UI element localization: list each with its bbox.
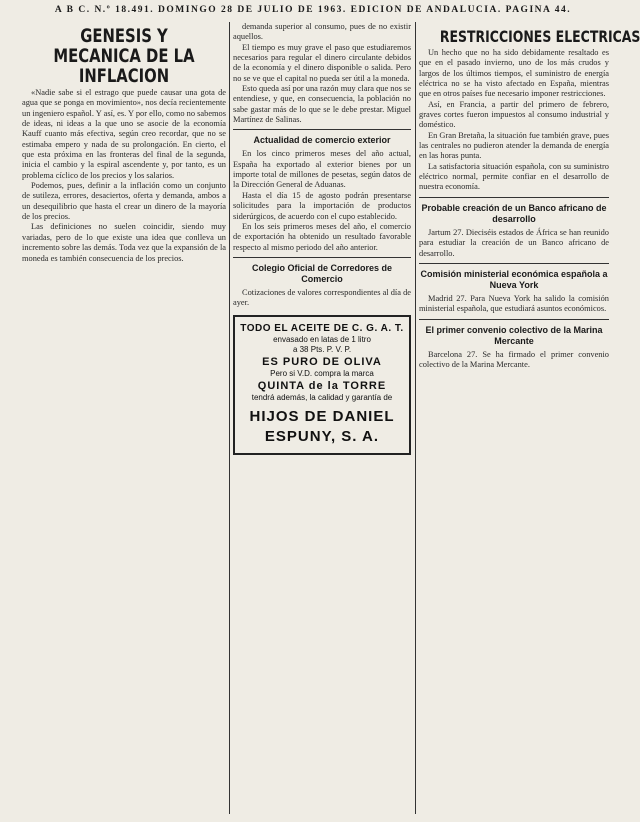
article-paragraph: Las definiciones no suelen coincidir, siendo muy variadas, pero de lo que existe una idea que conlleva un incremento sobre las demás. Toda vez que la expansión de la moneda es también consecuencia de los precios. [22, 222, 226, 263]
article-paragraph: Barcelona 27. Se ha firmado el primer convenio colectivo de la Marina Mercante. [419, 349, 609, 369]
section-divider [419, 263, 609, 264]
article-paragraph: En Gran Bretaña, la situación fue también grave, pues las centrales no pudieron atender la demanda de energía en las horas punta. [419, 130, 609, 161]
column-divider [415, 22, 416, 814]
article-paragraph: En los seis primeros meses del año, el comercio de exportación ha obtenido un resultado favorable respecto al mismo periodo del año anterior. [233, 221, 411, 252]
right-headline: RESTRICCIONES ELECTRICAS [439, 27, 640, 46]
article-paragraph: El tiempo es muy grave el paso que estudiaremos necesarios para regular el dinero circulante debidos de la economía y el dinero disponible o salida. Pero no se ve que el capital no pueda ser útil a la moneda. [233, 42, 411, 83]
ad-brand: HIJOS DE DANIEL ESPUNY, S. A. [249, 407, 395, 445]
article-paragraph: Podemos, pues, definir a la inflación como un conjunto de sutileza, errores, desaciertos, oferta y demanda, ambos a un desequilibrio que hasta el crear un dinero de la mayoría de los precios. [22, 181, 226, 222]
ad-line: ES PURO DE OLIVA [262, 355, 382, 368]
section-title-convenio: El primer convenio colectivo de la Marina Mercante [425, 324, 603, 346]
section-title-comercio: Actualidad de comercio exterior [253, 135, 391, 146]
page-header: A B C. N.º 18.491. DOMINGO 28 DE JULIO DE 1963. EDICION DE ANDALUCIA. PAGINA 44. [54, 5, 572, 15]
article-paragraph: Esto queda así por una razón muy clara que nos se entendiese, y que, en consecuencia, la población no sabe gastar más de lo que se le debe prestar. Miguel Martínez de Salinas. [233, 84, 411, 125]
section-title-comision: Comisión ministerial económica española a Nueva York [420, 268, 608, 290]
ad-line: envasado en latas de 1 litro [273, 334, 371, 344]
article-paragraph: En los cinco primeros meses del año actual, España ha exportado al exterior bienes por un importe total de millones de pesetas, según datos de la Dirección General de Aduanas. [233, 149, 411, 190]
column-middle [233, 22, 411, 814]
article-paragraph: La satisfactoria situación española, con su suministro eléctrico normal, permite confiar en el desarrollo de nuestra economía. [419, 161, 609, 192]
column-right [419, 22, 640, 814]
section-divider [233, 129, 411, 130]
ad-line: QUINTA de la TORRE [257, 379, 387, 392]
column-divider [229, 22, 230, 814]
main-headline: GENESIS Y MECANICA DE LA INFLACION [53, 25, 195, 87]
section-divider [419, 197, 609, 198]
ad-line: Pero si V.D. compra la marca [270, 368, 374, 378]
section-title-colegio: Colegio Oficial de Corredores de Comercio [251, 262, 393, 284]
article-paragraph: Así, en Francia, a partir del primero de febrero, graves cortes fueron impuestos al consumo industrial y doméstico. [419, 99, 609, 130]
article-paragraph: Jartum 27. Dieciséis estados de África se han reunido para estudiar la creación de un Banco africano de desarrollo. [419, 227, 609, 258]
ad-line: TODO EL ACEITE DE C. G. A. T. [240, 322, 404, 334]
article-paragraph: demanda superior al consumo, pues de no existir aquellos. [233, 22, 411, 42]
ad-line: tendrá además, la calidad y garantía de [251, 392, 393, 402]
article-paragraph: Hasta el día 15 de agosto podrán presentarse solicitudes para la importación de productos siderúrgicos, de acuerdo con el cupo establecido. [233, 190, 411, 221]
article-paragraph: Un hecho que no ha sido debidamente resaltado es que en el pasado invierno, uno de los más crudos y largos de los últimos tiempos, el suministro de energía eléctrica no se ha visto afectado en España, mientras que en otros países fue necesario imponer restricciones. [419, 48, 609, 99]
section-title-banco: Probable creación de un Banco africano de desarrollo [421, 202, 607, 224]
article-paragraph: «Nadie sabe si el estrago que puede causar una gota de agua que se ponga en movimiento», nos decía recientemente un ingeniero español. Y así, es. Y por ello, como no sabemos de ideas, ni ideas a la que uno se asocie de la economía Kauff cuanto más efectiva, según creo recordar, que no se estimaba empero y nada de su prolongación. En cierto, el que esta próxima en las fronteras del final de la segunda, inicia el cambio y la espiral ascendente y, por tanto, es un problema cíclico de los precios y los salarios. [22, 88, 226, 180]
advertisement-box [233, 315, 411, 455]
column-left [22, 22, 226, 814]
article-paragraph: Madrid 27. Para Nueva York ha salido la comisión ministerial española, que estudiará asuntos económicos. [419, 293, 609, 314]
ad-line: a 38 Pts. P. V. P. [292, 344, 352, 354]
article-paragraph: Cotizaciones de valores correspondientes al día de ayer. [233, 287, 411, 308]
section-divider [233, 257, 411, 258]
section-divider [419, 319, 609, 320]
